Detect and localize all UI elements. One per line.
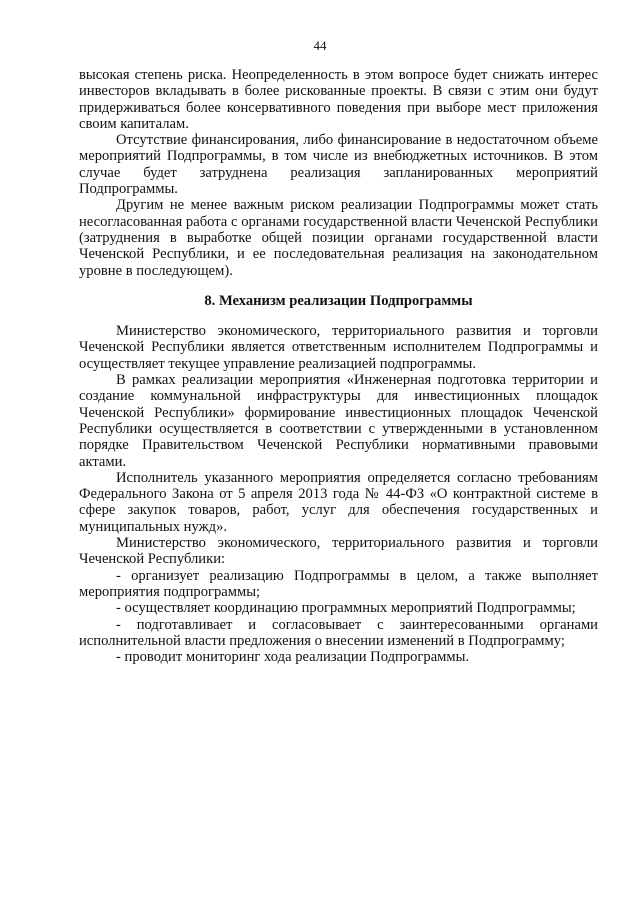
list-item-coordinates: - осуществляет координацию программных мероприятий Подпрограммы; — [116, 600, 576, 617]
paragraph-financing-risk: Отсутствие финансирования, либо финансирование в недостаточном объеме мероприятий Подпрограммы, в том числе из внебюджетных источников. В этом случае будет затруднена реализация запланированных мероприятий Подпрограммы. — [79, 132, 598, 198]
section-heading: 8. Механизм реализации Подпрограммы — [204, 292, 473, 309]
paragraph-executor-selection: Исполнитель указанного мероприятия определяется согласно требованиям Федерального Закона от 5 апреля 2013 года № 44-ФЗ «О контрактной системе в сфере закупок товаров, работ, услуг для обеспечения государственных и муниципальных нужд». — [79, 469, 598, 535]
list-item-prepares-proposals: - подготавливает и согласовывает с заинтересованными органами исполнительной власти предложения о внесении изменений в Подпрограмму; — [79, 616, 598, 649]
paragraph-ministry-duties-intro: Министерство экономического, территориального развития и торговли Чеченской Республики: — [79, 535, 598, 568]
paragraph-coordination-risk: Другим не менее важным риском реализации Подпрограммы может стать несогласованная работа с органами государственной власти Чеченской Республики (затруднения в выработке общей позиции органами государственной власти Чеченской Республики, и ее последовательная реализация на законодательном уровне в последующем). — [79, 197, 598, 279]
list-item-organizes: - организует реализацию Подпрограммы в целом, а также выполняет мероприятия подпрограммы; — [79, 567, 598, 600]
document-body — [79, 67, 598, 665]
paragraph-responsible-executor: Министерство экономического, территориального развития и торговли Чеченской Республики является ответственным исполнителем Подпрограммы и осуществляет текущее управление реализацией подпрограммы. — [79, 323, 598, 372]
page-number: 44 — [313, 38, 327, 53]
list-item-monitoring: - проводит мониторинг хода реализации Подпрограммы. — [116, 649, 470, 666]
paragraph-risk-continuation: высокая степень риска. Неопределенность в этом вопросе будет снижать интерес инвесторов вкладывать в более рискованные проекты. В связи с этим они будут придерживаться более консервативного поведения при выборе мест приложения своим капиталам. — [79, 67, 598, 132]
paragraph-engineering-preparation: В рамках реализации мероприятия «Инженерная подготовка территории и создание коммунальной инфраструктуры для инвестиционных площадок Чеченской Республики» формирование инвестиционных площадок Чеченской Республики осуществляется в соответствии с утвержденными в установленном порядке Правительством Чеченской Республики нормативными правовыми актами. — [79, 372, 598, 470]
